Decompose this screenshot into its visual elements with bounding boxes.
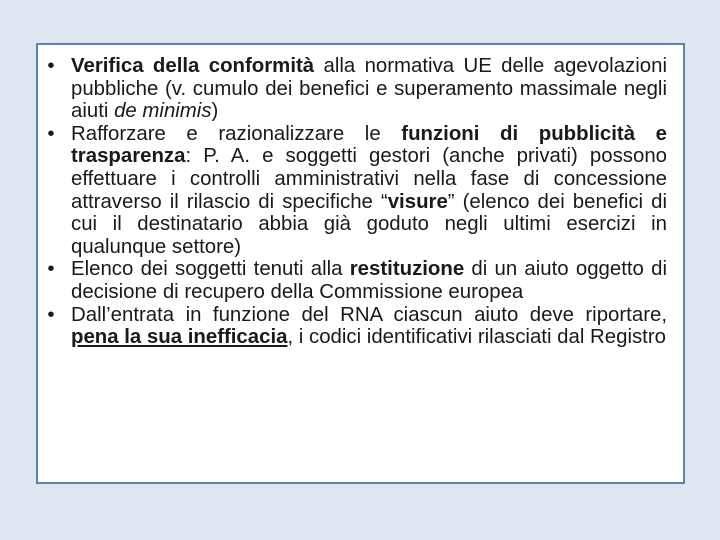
bullet-item-transparency-functions — [47, 122, 667, 259]
text: Dall’entrata in funzione del RNA ciascun aiuto deve riportare, — [71, 303, 667, 326]
bullet-dot-icon: • — [47, 122, 55, 145]
bullet-item-restitution-list — [47, 258, 667, 303]
bullet-item-rna-codes — [47, 303, 667, 349]
text: ) — [211, 100, 219, 123]
text: di un aiuto oggetto di decisione di recupero della Commissione europea — [71, 258, 667, 303]
text: : P. A. e soggetti gestori (anche privati) possono effettuare i controlli amministrativi nella fase di concessione attraverso il rilascio di specifiche “ — [71, 145, 667, 213]
text: , i codici identificativi rilasciati dal Registro — [287, 326, 666, 349]
underlined-text: pena la sua inefficacia — [71, 326, 288, 349]
text: Rafforzare e razionalizzare le — [71, 122, 402, 145]
text: ” (elenco dei benefici di cui il destinatario abbia già goduto negli ultimi esercizi in qualunque settore) — [71, 190, 667, 258]
text: alla normativa UE delle agevolazioni pubbliche (v. cumulo dei benefici e superamento massimale negli aiuti — [71, 55, 667, 123]
bullet-dot-icon: • — [47, 258, 55, 281]
bold-text: restituzione — [349, 258, 465, 281]
italic-text: de minimis — [114, 100, 212, 123]
bullet-list — [38, 45, 683, 349]
text: Elenco dei soggetti tenuti alla — [71, 258, 350, 281]
bold-text: visure — [387, 190, 448, 213]
bold-text — [71, 326, 287, 348]
bold-text: funzioni di pubblicità e trasparenza — [71, 122, 667, 168]
bold-text: Verifica della conformità — [71, 55, 315, 77]
bullet-dot-icon: • — [47, 303, 55, 326]
bulleted-text-box — [36, 43, 685, 484]
bullet-item-conformity-check — [47, 55, 667, 123]
bullet-dot-icon: • — [47, 55, 55, 77]
